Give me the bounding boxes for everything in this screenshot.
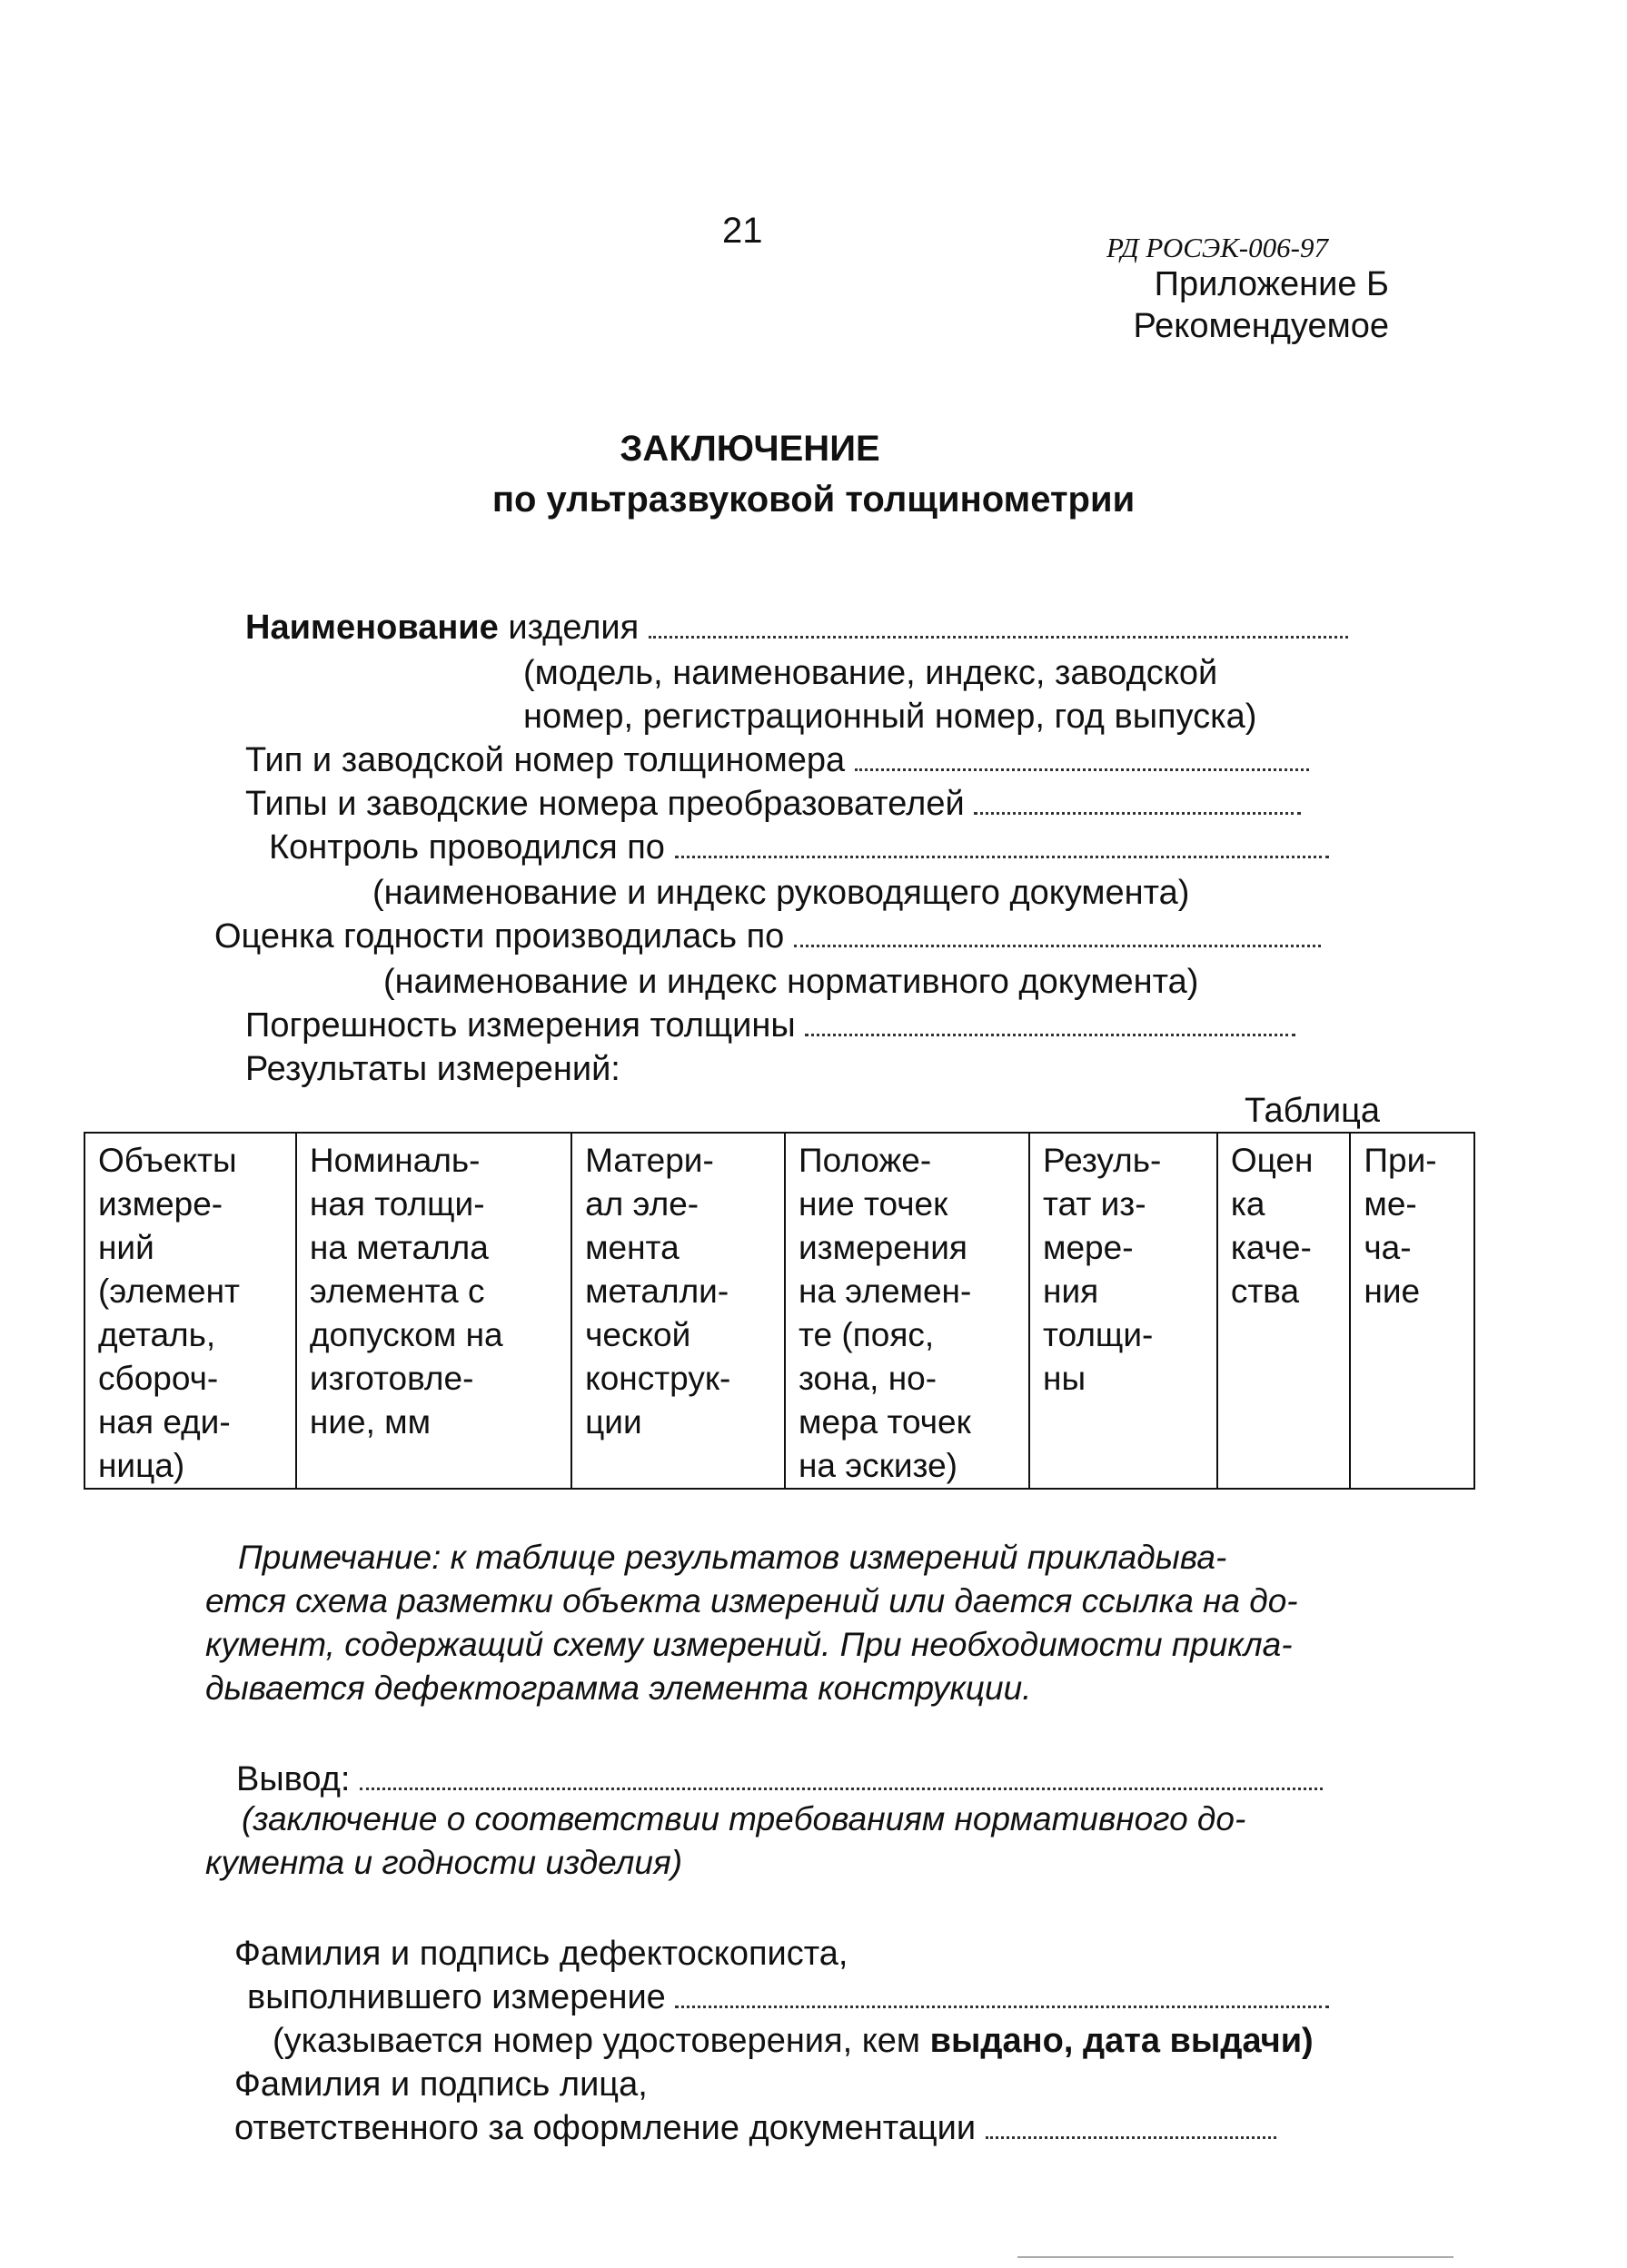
product-name-label: изделия: [498, 609, 640, 647]
control-blank: [675, 828, 1329, 858]
responsible-signature-line-1: Фамилия и подпись лица,: [234, 2065, 648, 2104]
note-line-4: дывается дефектограмма элемента конструкции.: [205, 1669, 1032, 1707]
responsible-signature-field: [234, 2107, 1276, 2149]
product-name-blank: [649, 609, 1348, 639]
inspector-hint-bold: выдано, дата выдачи): [929, 2022, 1314, 2060]
responsible-signature-label: ответственного за оформление документации: [234, 2109, 977, 2147]
header-notes: При- ме- ча- ние: [1350, 1133, 1474, 1489]
conclusion-hint-2: кумента и годности изделия): [205, 1844, 683, 1881]
inspector-signature-blank: [675, 1978, 1329, 2008]
conclusion-hint-1: (заключение о соответствии требованиям нормативного до-: [242, 1800, 1246, 1837]
header-point-position: Положе- ние точек измерения на элемен- те (пояс, зона, но- мера точек на эскизе): [785, 1133, 1029, 1489]
note-line-2: ется схема разметки объекта измерений или дается ссылка на до-: [205, 1582, 1298, 1619]
header-measurement-result: Резуль- тат из- мере- ния толщи- ны: [1029, 1133, 1217, 1489]
table-header-row: [84, 1133, 1474, 1489]
results-table: [84, 1132, 1475, 1490]
note-line-1: Примечание: к таблице результатов измерений прикладыва-: [238, 1539, 1227, 1576]
gauge-label: Тип и заводской номер толщиномера: [245, 741, 846, 779]
inspector-hint: [273, 2020, 1314, 2062]
transducers-blank: [974, 785, 1301, 815]
conclusion-field: [236, 1758, 1323, 1800]
header-measurement-objects: Объекты измере- ний (элемент деталь, сбороч- ная еди- ница): [84, 1133, 296, 1489]
assessment-label: Оценка годности производилась по: [214, 917, 785, 956]
bottom-rule: [1017, 2256, 1453, 2258]
product-name-field: [245, 607, 1348, 649]
table-caption: Таблица: [1245, 1092, 1380, 1130]
assessment-blank: [794, 917, 1321, 947]
inspector-signature-label: выполнившего измерение: [247, 1978, 666, 2016]
error-field: [245, 1005, 1295, 1046]
document-code: РД РОСЭК-006-97: [1106, 232, 1328, 263]
conclusion-blank: [360, 1760, 1323, 1790]
gauge-blank: [855, 741, 1309, 771]
assessment-field: [214, 916, 1321, 957]
responsible-signature-blank: [986, 2109, 1276, 2139]
inspector-signature-line-1: Фамилия и подпись дефектоскописта,: [234, 1935, 848, 1973]
inspector-hint-regular: (указывается номер удостоверения, кем: [273, 2022, 930, 2060]
gauge-field: [245, 739, 1309, 781]
page-number: 21: [722, 211, 763, 251]
document-subtitle: по ультразвуковой толщинометрии: [491, 480, 1136, 520]
note-line-3: кумент, содержащий схему измерений. При необходимости прикла-: [205, 1626, 1293, 1663]
header-quality-assessment: Оцен ка каче- ства: [1217, 1133, 1351, 1489]
control-label: Контроль проводился по: [269, 828, 665, 867]
inspector-signature-field: [247, 1976, 1329, 2018]
document-title: ЗАКЛЮЧЕНИЕ: [620, 429, 880, 469]
assessment-hint: (наименование и индекс нормативного документа): [383, 963, 1199, 1001]
product-name-hint-1: (модель, наименование, индекс, заводской: [523, 654, 1218, 692]
header-material: Матери- ал эле- мента металли- ческой конструк- ции: [571, 1133, 785, 1489]
control-hint: (наименование и индекс руководящего документа): [372, 874, 1190, 912]
transducers-field: [245, 783, 1301, 825]
transducers-label: Типы и заводские номера преобразователей: [245, 785, 965, 823]
appendix-label: Приложение Б: [1154, 265, 1389, 303]
results-label: Результаты измерений:: [245, 1050, 620, 1088]
control-field: [269, 827, 1329, 868]
status-label: Рекомендуемое: [1133, 307, 1389, 345]
error-label: Погрешность измерения толщины: [245, 1006, 796, 1045]
conclusion-label: Вывод:: [236, 1760, 351, 1798]
product-name-label-bold: Наименование: [245, 609, 499, 647]
header-nominal-thickness: Номиналь- ная толщи- на металла элемента с допуском на изготовле- ние, мм: [296, 1133, 571, 1489]
error-blank: [805, 1006, 1295, 1036]
product-name-hint-2: номер, регистрационный номер, год выпуска): [523, 698, 1257, 736]
